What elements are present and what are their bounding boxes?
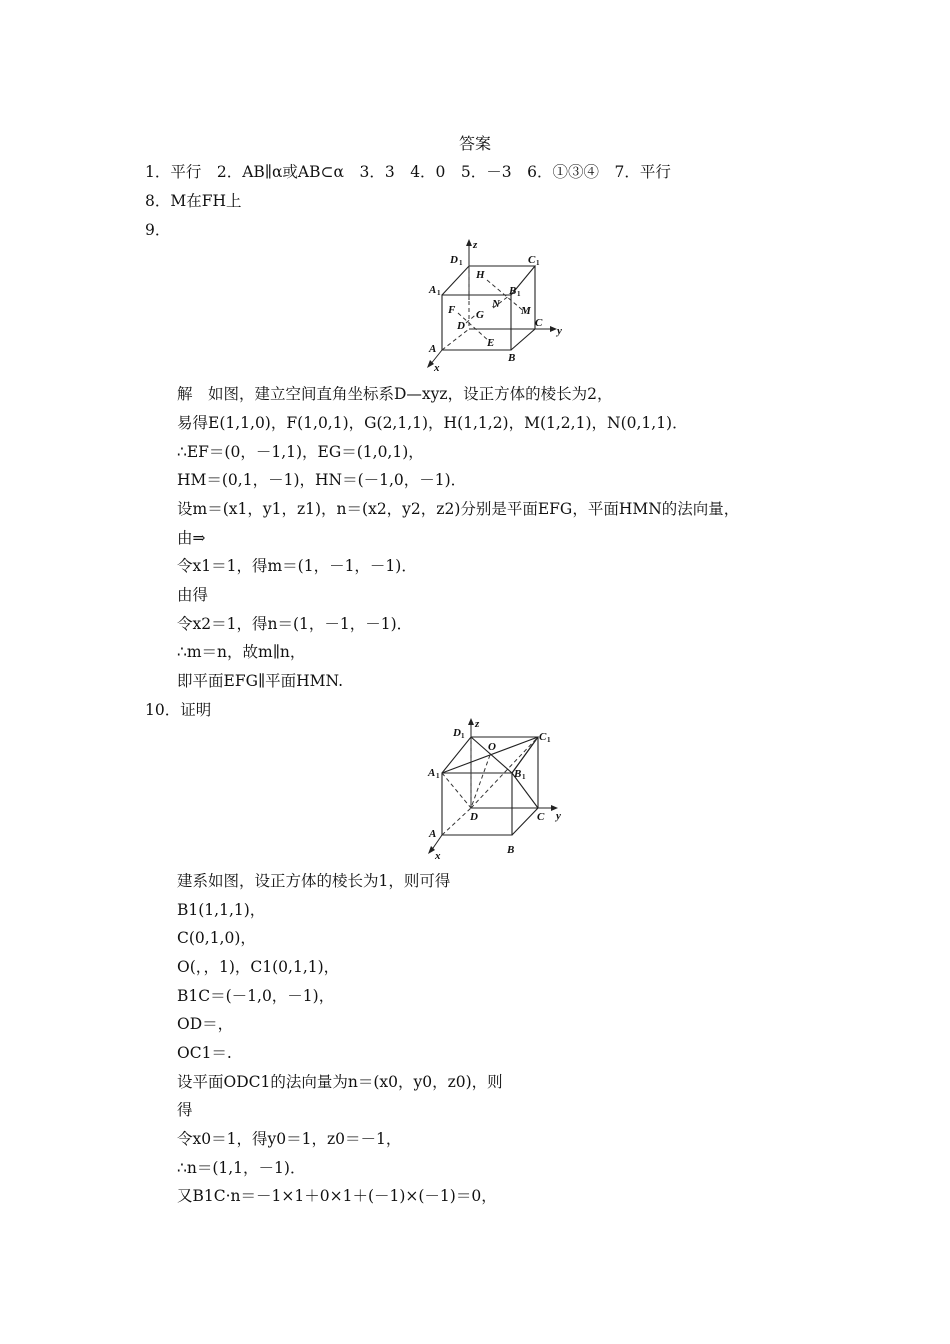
label-m: M — [521, 305, 531, 317]
label-b: B — [507, 844, 515, 856]
label-n: N — [492, 298, 500, 310]
label-o: O — [488, 741, 496, 753]
y-axis-arrow — [550, 326, 557, 332]
solution-9-line-5: 设m＝(x1，y1，z1)，n＝(x2，y2，z2)分别是平面EFG，平面HMN的法向量， — [177, 500, 740, 518]
label-y: y — [556, 810, 561, 822]
label-c1: C — [539, 731, 547, 743]
label-a1: A — [429, 284, 437, 296]
solution-9-line-9: 令x2＝1，得n＝(1，－1，－1)． — [177, 615, 413, 633]
solution-10-line-3: C(0,1,0)， — [177, 929, 256, 947]
label-d1-sub: 1 — [461, 732, 465, 740]
z-axis-arrow — [468, 718, 474, 725]
label-b1: B — [514, 768, 522, 780]
label-d1: D — [450, 254, 458, 266]
label-b1: B — [509, 285, 517, 297]
solution-10-line-8: 设平面ODC1的法向量为n＝(x0，y0，z0)，则 — [177, 1073, 503, 1091]
solution-10-line-12: 又B1C·n＝－1×1＋0×1＋(－1)×(－1)＝0， — [177, 1187, 497, 1205]
label-c1: C — [528, 254, 536, 266]
segment-od — [471, 755, 490, 808]
label-z: z — [473, 239, 478, 251]
label-c: C — [535, 317, 543, 329]
solution-9-line-6: 由⇒ — [177, 529, 206, 547]
cube-diagram-problem-10 — [420, 713, 580, 863]
answers-line-1-7: 1．平行 2．AB∥α或AB⊂α 3．3 4．0 5．－3 6．①③④ 7．平行 — [145, 163, 671, 181]
top-face-edges — [442, 266, 535, 295]
solution-10-line-4: O(，，1)，C1(0,1,1)， — [177, 958, 340, 976]
solution-10-line-10: 令x0＝1，得y0＝1，z0＝－1， — [177, 1130, 402, 1148]
label-d1-sub: 1 — [459, 259, 463, 267]
solution-10-line-6: OD＝， — [177, 1015, 234, 1033]
hidden-edge-ad — [442, 808, 471, 835]
z-axis-arrow — [466, 239, 472, 246]
label-z: z — [475, 718, 480, 730]
label-h: H — [476, 269, 485, 281]
solution-9-line-7: 令x1＝1，得m＝(1，－1，－1)． — [177, 557, 417, 575]
label-a1: A — [428, 767, 436, 779]
label-b: B — [508, 352, 516, 364]
solution-9-line-4: HM＝(0,1，－1)，HN＝(－1,0，－1)． — [177, 471, 467, 489]
label-g: G — [476, 309, 484, 321]
hidden-edge-ad — [442, 329, 469, 350]
solution-9-line-2: 易得E(1,1,0)，F(1,0,1)，G(2,1,1)，H(1,1,2)，M(1,2,1)，N(0,1,1)． — [177, 414, 688, 432]
solution-9-line-3: ∴EF＝(0，－1,1)，EG＝(1,0,1)， — [177, 443, 424, 461]
solution-9-line-8: 由得 — [177, 586, 209, 604]
solution-10-line-11: ∴n＝(1,1，－1)． — [177, 1159, 306, 1177]
label-d1: D — [453, 727, 461, 739]
label-b1-sub: 1 — [517, 290, 521, 298]
cube-diagram-problem-9 — [420, 236, 580, 376]
solution-9-line-11: 即平面EFG∥平面HMN. — [177, 672, 343, 690]
label-e: E — [487, 337, 495, 349]
segment-a1d — [442, 773, 471, 808]
solution-9-line-10: ∴m＝n，故m∥n， — [177, 643, 306, 661]
label-d: D — [470, 811, 478, 823]
solution-10-line-7: OC1＝. — [177, 1044, 232, 1062]
solution-10-line-9: 得 — [177, 1101, 193, 1119]
label-d: D — [457, 320, 465, 332]
solution-10-line-5: B1C＝(－1,0，－1)， — [177, 987, 335, 1005]
page-title: 答案 — [458, 134, 491, 153]
solution-9-line-1: 解 如图，建立空间直角坐标系D—xyz，设正方体的棱长为2， — [177, 385, 613, 403]
label-a: A — [429, 343, 437, 355]
label-a1-sub: 1 — [436, 772, 440, 780]
answer-line-10-heading: 10．证明 — [145, 701, 212, 719]
label-c1-sub: 1 — [536, 259, 540, 267]
label-y: y — [557, 325, 562, 337]
label-c1-sub: 1 — [547, 736, 551, 744]
label-x: x — [434, 362, 440, 374]
label-b1-sub: 1 — [522, 773, 526, 781]
label-a1-sub: 1 — [437, 289, 441, 297]
answer-line-8: 8．M在FH上 — [145, 192, 242, 210]
label-a: A — [429, 828, 437, 840]
answer-line-9-heading: 9． — [145, 221, 171, 239]
solution-10-line-2: B1(1,1,1)， — [177, 901, 266, 919]
label-c: C — [537, 811, 545, 823]
label-x: x — [435, 850, 441, 862]
label-f: F — [448, 304, 456, 316]
solution-10-line-1: 建系如图，设正方体的棱长为1，则可得 — [177, 872, 451, 890]
right-face-edges — [512, 737, 538, 835]
